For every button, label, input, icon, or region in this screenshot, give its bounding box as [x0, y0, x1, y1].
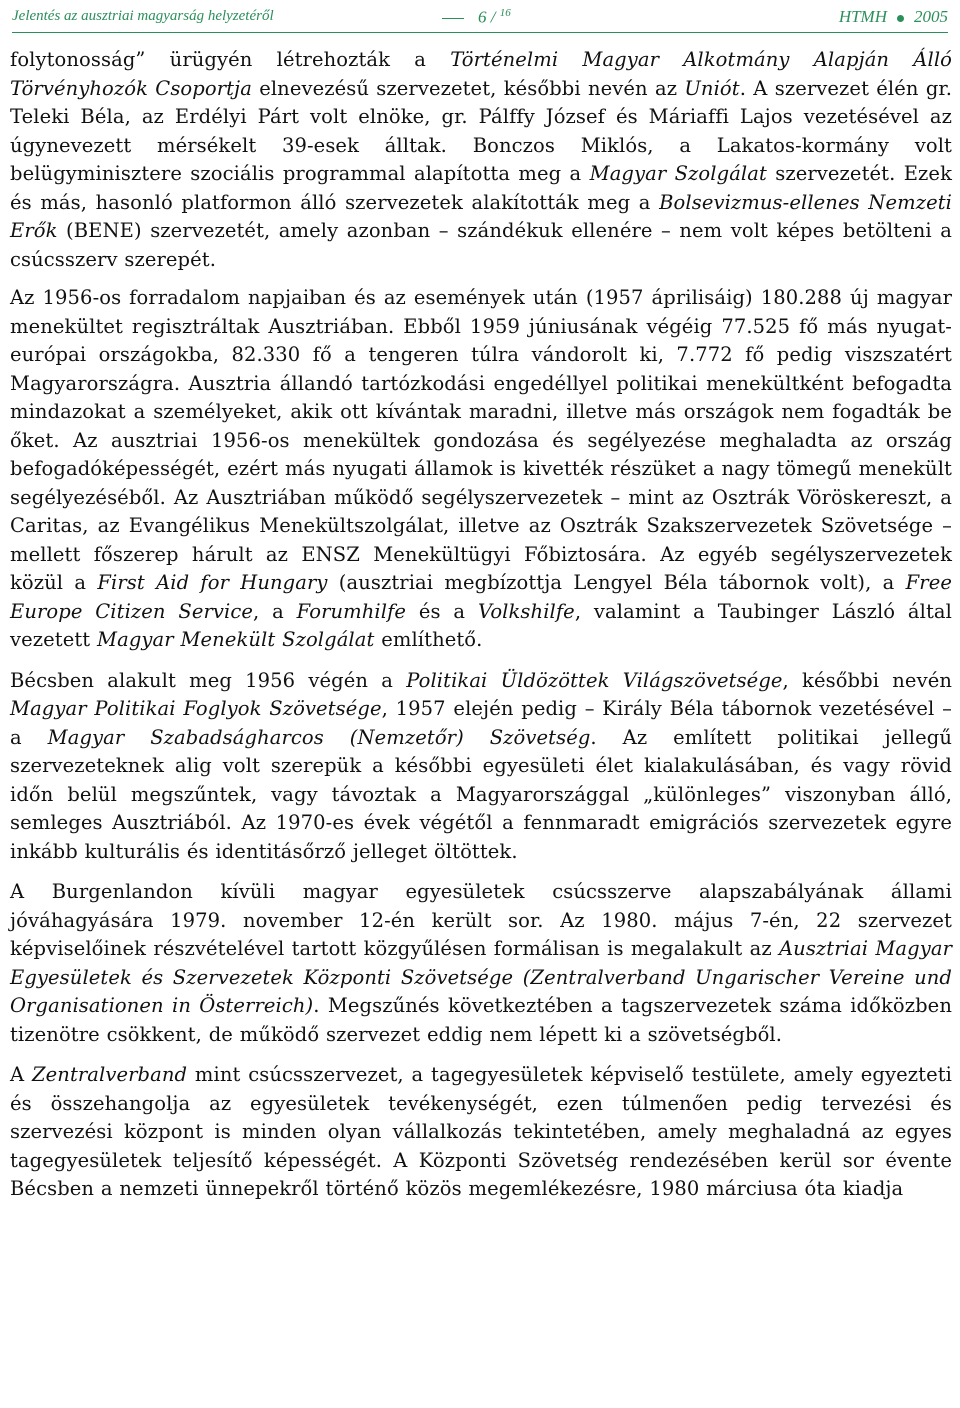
text-run: szervezetét. Ezek és más, hasonló platformon álló szervezetek alakították meg a — [10, 162, 952, 214]
document-title: Jelentés az ausztriai magyarság helyzetéről — [12, 8, 274, 24]
text-run: , valamint a Taubinger László által vezetett — [10, 599, 952, 651]
text-run: , a — [253, 599, 297, 623]
publication-year: 2005 — [914, 7, 948, 26]
paragraph — [10, 1061, 952, 1204]
publisher-name: HTMH — [838, 7, 887, 26]
bullet-dot-icon — [897, 15, 904, 22]
paragraph — [10, 878, 952, 1049]
paragraph — [10, 46, 952, 274]
italic-run: Forumhilfe — [296, 599, 407, 623]
text-run: , 1957 elején pedig – Király Béla tábornok vezetésével – a — [10, 697, 952, 749]
page-separator: / — [490, 7, 496, 27]
italic-run: Politikai Üldözöttek Világszövetsége — [406, 668, 783, 692]
italic-run: Történelmi Magyar Alkotmány Alapján Álló Törvényhozók Csoportja — [10, 48, 952, 100]
italic-run: Uniót — [684, 76, 740, 100]
italic-run: Magyar Politikai Foglyok Szövetsége — [10, 697, 382, 720]
paragraph — [10, 284, 952, 655]
text-run: (ausztriai megbízottja Lengyel Béla tábornok volt), a — [327, 571, 906, 594]
text-run: . A szervezet élén gr. Teleki Béla, az Erdélyi Párt volt elnöke, gr. Pálffy József és Máriaffi Lajos vezetésével az úgynevezett mérsékelt 39-esek álltak. Bonczos Miklós, a Lakatos-kormány volt belügyminisztere szociális programmal alapította meg a — [10, 76, 953, 185]
text-run: és a — [406, 599, 478, 623]
text-run: elnevezésű szervezetet, későbbi nevén az — [251, 76, 685, 100]
text-run: mint csúcsszervezet, a tagegyesületek képviselő testülete, amely egyezteti és összehangolja az egyesületek tevékenységét, ezen túlmenően pedig tervezési és szervezési központ is minden olyan vállalkozás tekintetében, amely meghaladná az egyes tagegyesületek teljesítő képességét. A Központi Szövetség rendezésében kerül sor évente Bécsben a nemzeti ünnepekről történő közös megemlékezésre, 1980 márciusa óta kiadja — [10, 1063, 952, 1200]
text-run: (BENE) szervezetét, amely azonban – szándékuk ellenére – nem volt képes betölteni a csúcsszerv szerepét. — [10, 219, 952, 271]
italic-run: Bolsevizmus-ellenes Nemzeti Erők — [10, 190, 952, 242]
document-body — [10, 46, 952, 1214]
italic-run: Ausztriai Magyar Egyesületek és Szervezetek Központi Szövetsége (Zentralverband Ungarischer Vereine und Organisationen in Österreich) — [10, 937, 952, 1017]
page-indicator — [442, 7, 511, 28]
text-run: , későbbi nevén — [782, 668, 952, 692]
text-run: Az 1956-os forradalom napjaiban és az események után (1957 áprilisáig) 180.288 új magyar menekültet regisztráltak Ausztriában. Ebből 1959 júniusának végéig 77.525 fő más nyugat-európai országokba, 82.330 fő a tengeren túlra vándorolt ki, 7.772 fő pedig viszszatért Magyarországra. Ausztria állandó tartózkodási engedéllyel politikai menekültként befogadta mindazokat a személyeket, akik ott kívántak maradni, illetve más országok nem fogadták be őket. Az ausztriai 1956-os menekültek gondozása és segélyezése meghaladta az ország befogadóképességét, ezért más nyugati államok is kivették részüket a nagy tömegű menekült segélyezéséből. Az Ausztriában működő segélyszervezetek – mint az Osztrák Vöröskereszt, a Caritas, az Evangélikus Menekültszolgálat, illetve az Osztrák Szakszervezetek Szövetsége – mellett főszerep hárult az ENSZ Menekültügyi Főbiztosára. Az egyéb segélyszervezetek közül a — [10, 286, 952, 594]
text-run: A — [10, 1063, 32, 1086]
text-run: . Megszűnés következtében a tagszervezetek száma időközben tizenötre csökkent, de működő szervezet eddig nem lépett ki a szövetségből. — [10, 994, 952, 1046]
italic-run: Magyar Menekült Szolgálat — [97, 628, 375, 651]
text-run: folytonosság” ürügyén létrehozták a — [10, 48, 451, 71]
page-total: 16 — [499, 7, 511, 19]
text-run: A Burgenlandon kívüli magyar egyesületek csúcsszerve alapszabályának állami jóváhagyására 1979. november 12-én került sor. Az 1980. május 7-én, 22 szervezet képviselőinek részvételével tartott közgyűlésen formálisan is megalakult az — [10, 880, 952, 960]
italic-run: Magyar Szabadságharcos (Nemzetőr) Szövetség — [47, 725, 591, 749]
italic-run: First Aid for Hungary — [97, 571, 328, 594]
paragraph — [10, 667, 952, 867]
dash-rule — [442, 18, 464, 19]
italic-run: Free Europe Citizen Service — [10, 571, 952, 623]
header-rule — [12, 32, 948, 33]
italic-run: Magyar Szolgálat — [589, 162, 767, 185]
italic-run: Zentralverband — [32, 1063, 188, 1086]
text-run: . Az említett politikai jellegű szervezeteknek alig volt szerepük a későbbi egyesületi élet kialakulásában, és vagy rövid időn belül megszűntek, vagy távoztak a Magyarországgal „különleges” viszonyban álló, semleges Ausztriából. Az 1970-es évek végétől a fennmaradt emigrációs szervezetek egyre inkább kulturális és identitásőrző jelleget öltöttek. — [10, 725, 953, 863]
text-run: Bécsben alakult meg 1956 végén a — [10, 668, 407, 692]
text-run: említhető. — [374, 628, 483, 651]
page-current: 6 — [478, 7, 487, 27]
italic-run: Volkshilfe — [477, 599, 575, 623]
page-header — [12, 6, 948, 32]
publisher-info — [839, 7, 948, 27]
